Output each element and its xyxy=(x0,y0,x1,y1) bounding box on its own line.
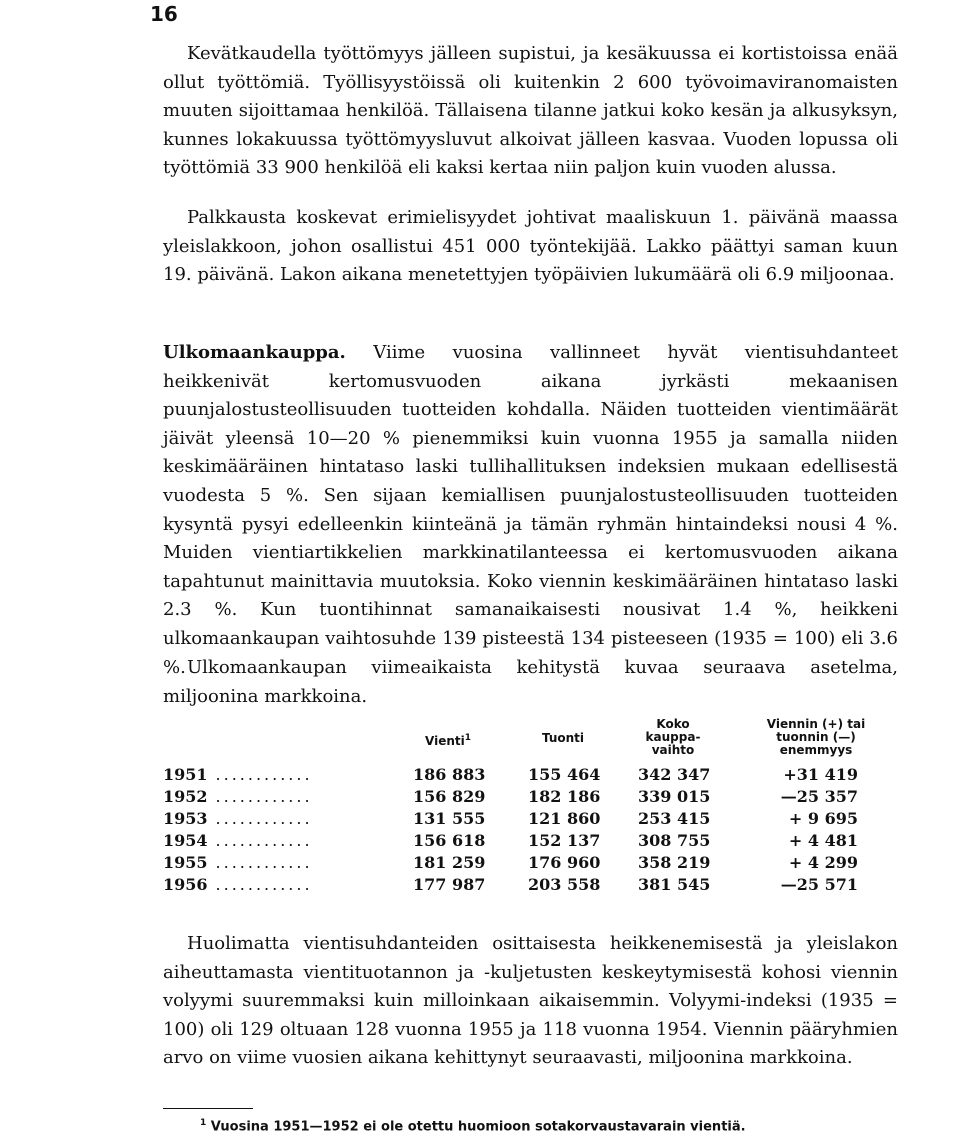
footnote xyxy=(200,1118,746,1134)
paragraph-unemployment: Kevätkaudella työttömyys jälleen supistui, ja kesäkuussa ei kortistoissa enää ollut työttömiä. Työllisyystöissä oli kuitenkin 2 600 työvoimaviranomaisten muuten sijoittamaa henkilöä. Tällaisena tilanne jatkui koko kesän ja alkusyksyn, kunnes lokakuussa työttömyysluvut alkoivat jälleen kasvaa. Vuoden lopussa oli työttömiä 33 900 henkilöä eli kaksi kertaa niin paljon kuin vuoden alussa. xyxy=(163,43,898,179)
section-heading-foreign-trade: Ulkomaankauppa. xyxy=(163,342,346,363)
table-row xyxy=(163,786,903,808)
row-year: 1951 ............ xyxy=(163,765,313,784)
row-export: 131 555 xyxy=(413,809,486,828)
table-header xyxy=(163,714,903,764)
row-balance: + 4 481 xyxy=(788,831,858,850)
paragraph-general-strike: Palkkausta koskevat erimielisyydet johtivat maaliskuun 1. päivänä maassa yleislakkoon, johon osallistui 451 000 työntekijää. Lakko päättyi saman kuun 19. päivänä. Lakon aikana menetettyjen työpäivien lukumäärä oli 6.9 miljoonaa. xyxy=(163,207,898,286)
footnote-divider xyxy=(163,1108,253,1109)
table-row xyxy=(163,808,903,830)
row-export: 181 259 xyxy=(413,853,486,872)
row-balance: —25 357 xyxy=(780,787,858,806)
row-import: 121 860 xyxy=(528,809,601,828)
row-year: 1956 ............ xyxy=(163,875,313,894)
row-export: 177 987 xyxy=(413,875,486,894)
row-year: 1955 ............ xyxy=(163,853,313,872)
row-import: 176 960 xyxy=(528,853,601,872)
row-import: 155 464 xyxy=(528,765,601,784)
row-balance: + 9 695 xyxy=(788,809,858,828)
table-row xyxy=(163,852,903,874)
row-balance: + 4 299 xyxy=(788,853,858,872)
row-balance: —25 571 xyxy=(780,875,858,894)
row-export: 156 829 xyxy=(413,787,486,806)
header-import: Tuonti xyxy=(541,731,585,745)
footnote-text: Vuosina 1951—1952 ei ole otettu huomioon sotakorvaustavarain vientiä. xyxy=(206,1119,746,1135)
row-import: 182 186 xyxy=(528,787,601,806)
row-import: 152 137 xyxy=(528,831,601,850)
row-total: 253 415 xyxy=(638,809,711,828)
row-export: 186 883 xyxy=(413,765,486,784)
row-year: 1953 ............ xyxy=(163,809,313,828)
row-import: 203 558 xyxy=(528,875,601,894)
row-year: 1954 ............ xyxy=(163,831,313,850)
paragraph-table-intro: Ulkomaankaupan viimeaikaista kehitystä kuvaa seuraava asetelma, miljoonina markkoina. xyxy=(163,657,898,707)
row-total: 339 015 xyxy=(638,787,711,806)
row-year: 1952 ............ xyxy=(163,787,313,806)
table-row xyxy=(163,874,903,896)
footnote-marker: 1 xyxy=(464,733,471,743)
paragraph-export-volume: Huolimatta vientisuhdanteiden osittaisesta heikkenemisestä ja yleislakon aiheuttamasta vientituotannon ja -kuljetusten keskeytymisestä kohosi viennin volyymi suuremmaksi kuin milloinkaan aikaisemmin. Volyymi-indeksi (1935 = 100) oli 129 oltuaan 128 vuonna 1955 ja 118 vuonna 1954. Viennin pääryhmien arvo on viime vuosien aikana kehittynyt seuraavasti, miljoonina markkoina. xyxy=(163,933,898,1069)
row-total: 342 347 xyxy=(638,765,711,784)
header-total-trade: Koko kauppa- vaihto xyxy=(645,717,701,757)
header-balance: Viennin (+) tai tuonnin (—) enemmyys xyxy=(766,717,866,757)
table-row xyxy=(163,830,903,852)
row-total: 308 755 xyxy=(638,831,711,850)
table-row xyxy=(163,764,903,786)
page-number: 16 xyxy=(150,2,178,26)
paragraph-foreign-trade xyxy=(163,339,898,682)
footnote-marker: 1 xyxy=(200,1118,207,1128)
row-total: 358 219 xyxy=(638,853,711,872)
row-export: 156 618 xyxy=(413,831,486,850)
row-total: 381 545 xyxy=(638,875,711,894)
row-balance: +31 419 xyxy=(783,765,858,784)
header-export: Vienti$^1$ xyxy=(425,733,471,748)
paragraph-foreign-trade-text: Viime vuosina vallinneet hyvät vientisuhdanteet heikkenivät kertomusvuoden aikana jyrkästi mekaanisen puunjalostusteollisuuden tuotteiden kohdalla. Näiden tuotteiden vientimäärät jäivät yleensä 10—20 % pienemmiksi kuin vuonna 1955 ja samalla niiden keskimääräinen hintataso laski tullihallituksen indeksien mukaan edellisestä vuodesta 5 %. Sen sijaan kemiallisen puunjalostusteollisuuden tuotteiden kysyntä pysyi edelleenkin kiinteänä ja tämän ryhmän hintaindeksi nousi 4 %. Muiden vientiartikkelien markkinatilanteessa ei kertomusvuoden aikana tapahtunut mainittavia muutoksia. Koko viennin keskimääräinen hintataso laski 2.3 %. Kun tuontihinnat samanaikaisesti nousivat 1.4 %, heikkeni ulkomaankaupan vaihtosuhde 139 pisteestä 134 pisteeseen (1935 = 100) eli 3.6 %. xyxy=(163,342,898,678)
